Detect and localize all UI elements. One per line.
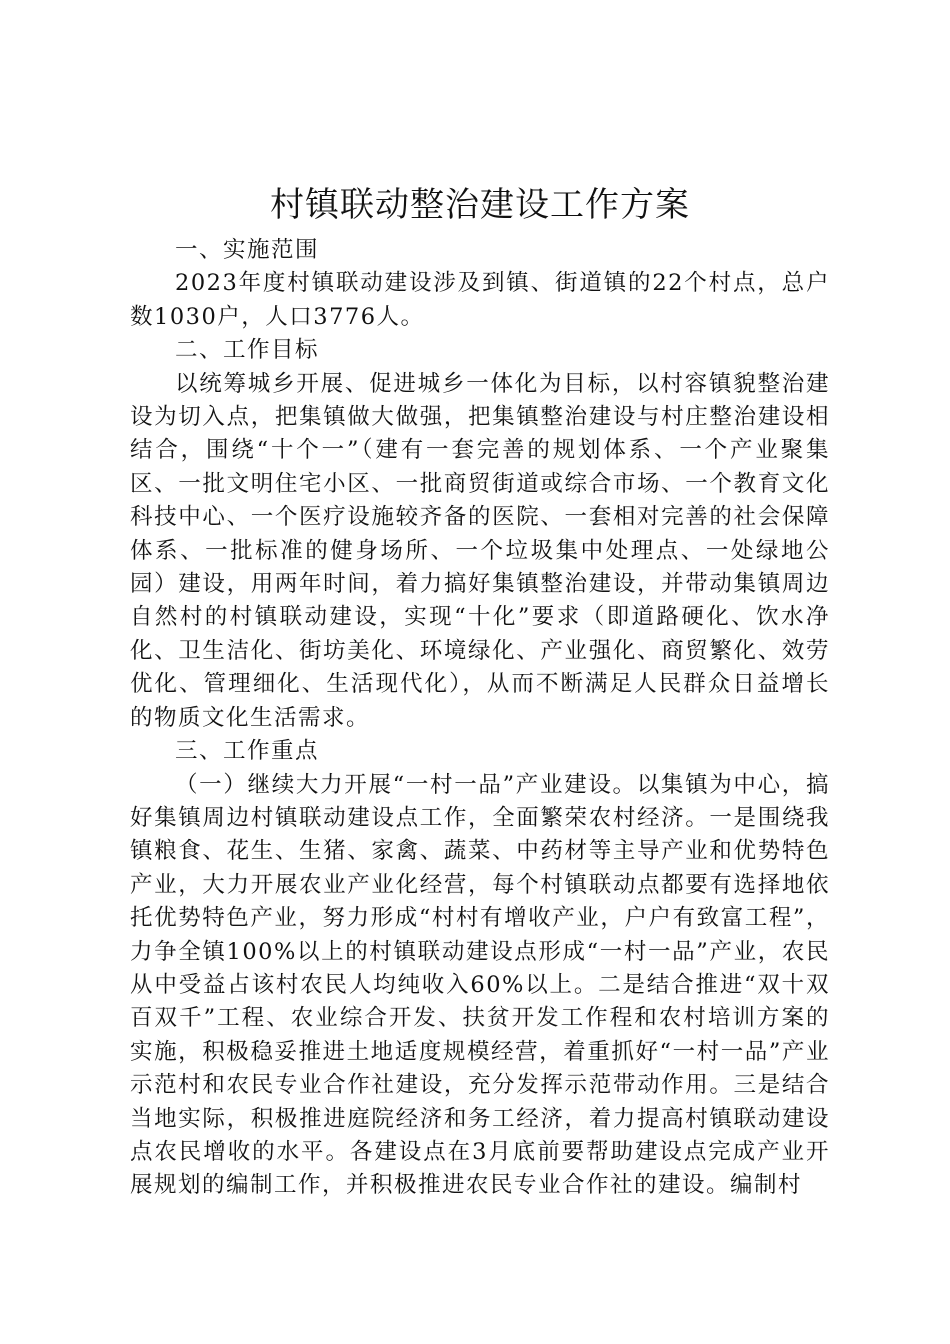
section-heading-scope: 一、实施范围 bbox=[175, 237, 320, 263]
paragraph-goals: 以统筹城乡开展、促进城乡一体化为目标，以村容镇貌整治建设为切入点，把集镇做大做强，把集镇整治建设与村庄整治建设相结合，围绕“十个一”（建有一套完善的规划体系、一个产业聚集区、一批文明住宅小区、一批商贸街道或综合市场、一个教育文化科技中心、一个医疗设施较齐备的医院、一套相对完善的社会保障体系、一批标准的健身场所、一个垃圾集中处理点、一处绿地公园）建设，用两年时间，着力搞好集镇整治建设，并带动集镇周边自然村的村镇联动建设，实现“十化”要求（即道路硬化、饮水净化、卫生洁化、街坊美化、环境绿化、产业强化、商贸繁化、效劳优化、管理细化、生活现代化），从而不断满足人民群众日益增长的物质文化生活需求。 bbox=[130, 370, 830, 731]
paragraph-focus: （一）继续大力开展“一村一品”产业建设。以集镇为中心，搞好集镇周边村镇联动建设点工作，全面繁荣农村经济。一是围绕我镇粮食、花生、生猪、家禽、蔬菜、中药材等主导产业和优势特色产业，大力开展农业产业化经营，每个村镇联动点都要有选择地依托优势特色产业，努力形成“村村有增收产业，户户有致富工程”，力争全镇100%以上的村镇联动建设点形成“一村一品”产业，农民从中受益占该村农民人均纯收入60%以上。二是结合推进“双十双百双千”工程、农业综合开发、扶贫开发工作程和农村培训方案的实施，积极稳妥推进土地适度规模经营，着重抓好“一村一品”产业示范村和农民专业合作社建设，充分发挥示范带动作用。三是结合当地实际，积极推进庭院经济和务工经济，着力提高村镇联动建设点农民增收的水平。各建设点在3月底前要帮助建设点完成产业开展规划的编制工作，并积极推进农民专业合作社的建设。编制村 bbox=[130, 771, 830, 1199]
section-heading-goals: 二、工作目标 bbox=[175, 337, 320, 364]
document-body bbox=[130, 234, 830, 1203]
paragraph-scope: 2023年度村镇联动建设涉及到镇、街道镇的22个村点，总户数1030户，人口3776人。 bbox=[130, 270, 830, 330]
document-title: 村镇联动整治建设工作方案 bbox=[270, 185, 690, 225]
section-heading-focus: 三、工作重点 bbox=[175, 738, 320, 765]
